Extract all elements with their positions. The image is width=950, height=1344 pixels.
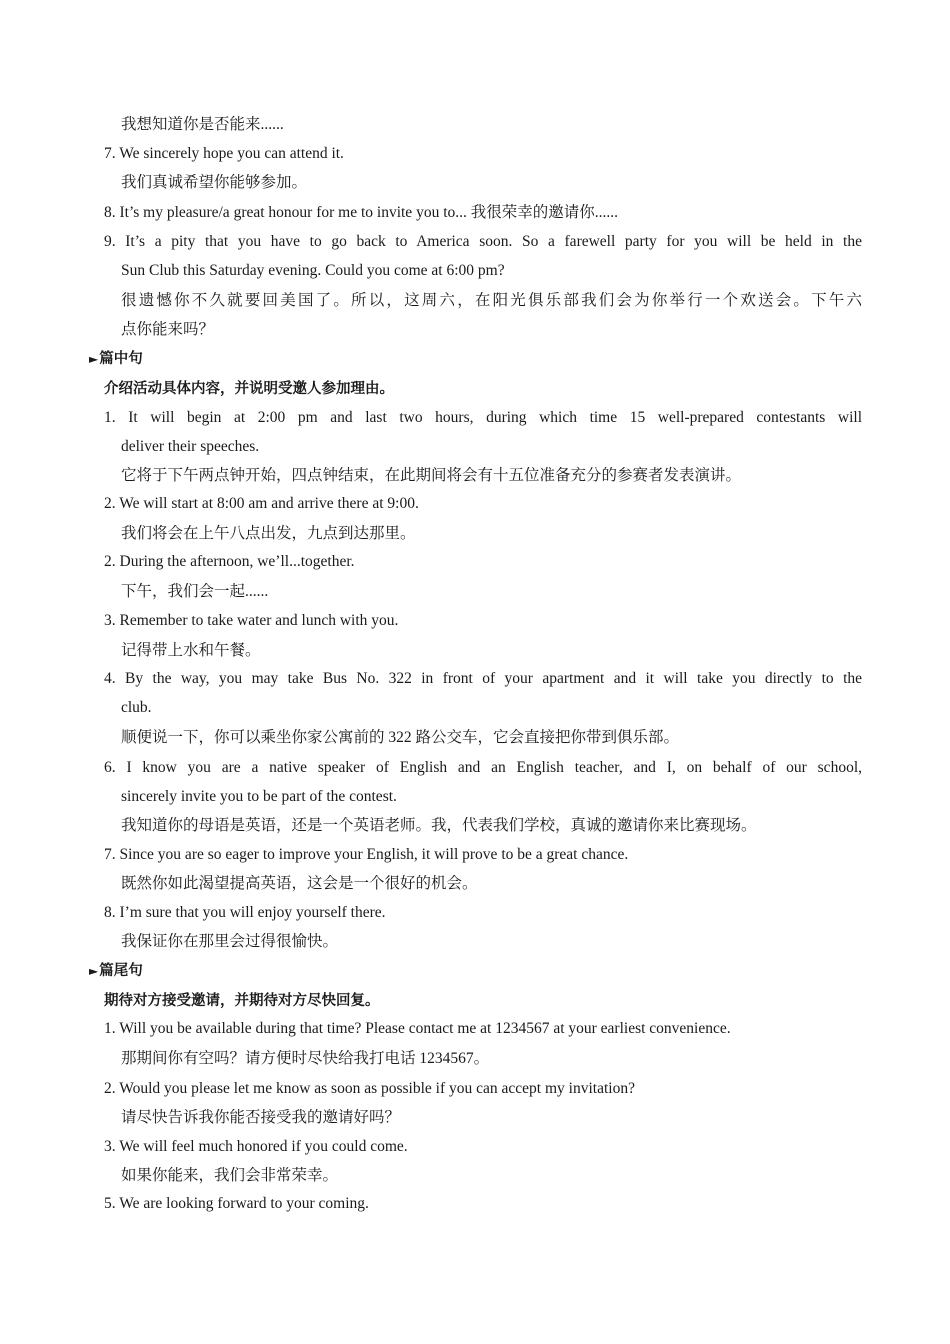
sentence-item: 1. Will you be available during that time? Please contact me at 1234567 at your earliest convenience. — [104, 1020, 731, 1037]
sentence-item: 9. It’s a pity that you have to go back to America soon. So a farewell party for you will be held in the — [104, 233, 862, 250]
sentence-item: 5. We are looking forward to your coming. — [104, 1195, 369, 1212]
sentence-item: 2. Would you please let me know as soon as possible if you can accept my invitation? — [104, 1080, 635, 1097]
section-subtitle: 介绍活动具体内容，并说明受邀人参加理由。 — [104, 381, 394, 397]
translation-line: 我知道你的母语是英语，还是一个英语老师。我，代表我们学校，真诚的邀请你来比赛现场。 — [121, 817, 757, 834]
translation-line: 记得带上水和午餐。 — [121, 642, 261, 659]
sentence-item: 3. Remember to take water and lunch with you. — [104, 612, 399, 629]
sentence-continuation: sincerely invite you to be part of the contest. — [121, 788, 397, 805]
sentence-item: 2. During the afternoon, we’ll...together. — [104, 553, 355, 570]
section-heading-text: 篇尾句 — [99, 963, 143, 979]
sentence-item: 8. I’m sure that you will enjoy yourself there. — [104, 904, 386, 921]
translation-line: 顺便说一下，你可以乘坐你家公寓前的 322 路公交车，它会直接把你带到俱乐部。 — [121, 729, 680, 746]
triangle-bullet-icon: ► — [89, 352, 99, 366]
translation-line: 我保证你在那里会过得很愉快。 — [121, 933, 339, 950]
translation-line: 如果你能来，我们会非常荣幸。 — [121, 1167, 339, 1184]
translation-line: 我想知道你是否能来...... — [121, 116, 284, 133]
section-heading — [89, 961, 143, 981]
translation-line: 我们将会在上午八点出发，九点到达那里。 — [121, 525, 416, 542]
translation-line: 下午，我们会一起...... — [121, 583, 269, 600]
translation-line: 既然你如此渴望提高英语，这会是一个很好的机会。 — [121, 875, 478, 892]
sentence-item: 3. We will feel much honored if you could come. — [104, 1138, 408, 1155]
translation-line: 请尽快告诉我你能否接受我的邀请好吗？ — [121, 1109, 401, 1126]
translation-line: 我们真诚希望你能够参加。 — [121, 174, 308, 191]
sentence-continuation: deliver their speeches. — [121, 438, 260, 455]
section-subtitle: 期待对方接受邀请，并期待对方尽快回复。 — [104, 993, 380, 1009]
sentence-item: 2. We will start at 8:00 am and arrive there at 9:00. — [104, 495, 419, 512]
sentence-item: 7. Since you are so eager to improve your English, it will prove to be a great chance. — [104, 846, 629, 863]
section-heading — [89, 349, 143, 369]
sentence-item: 8. It’s my pleasure/a great honour for me to invite you to... 我很荣幸的邀请你...... — [104, 204, 618, 221]
sentence-item: 7. We sincerely hope you can attend it. — [104, 145, 344, 162]
translation-line: 那期间你有空吗？请方便时尽快给我打电话 1234567。 — [121, 1050, 490, 1067]
translation-line: 它将于下午两点钟开始，四点钟结束，在此期间将会有十五位准备充分的参赛者发表演讲。 — [121, 467, 742, 484]
sentence-continuation: club. — [121, 699, 152, 716]
triangle-bullet-icon: ► — [89, 964, 99, 978]
sentence-item: 1. It will begin at 2:00 pm and last two hours, during which time 15 well-prepared contestants will — [104, 409, 862, 426]
sentence-item: 6. I know you are a native speaker of English and an English teacher, and I, on behalf of our school, — [104, 759, 862, 776]
section-heading-text: 篇中句 — [99, 351, 143, 367]
sentence-item: 4. By the way, you may take Bus No. 322 in front of your apartment and it will take you directly to the — [104, 670, 862, 687]
translation-line: 点你能来吗？ — [121, 321, 215, 338]
sentence-continuation: Sun Club this Saturday evening. Could you come at 6:00 pm? — [121, 262, 505, 279]
translation-line: 很遗憾你不久就要回美国了。所以，这周六，在阳光俱乐部我们会为你举行一个欢送会。下午六 — [121, 292, 862, 309]
